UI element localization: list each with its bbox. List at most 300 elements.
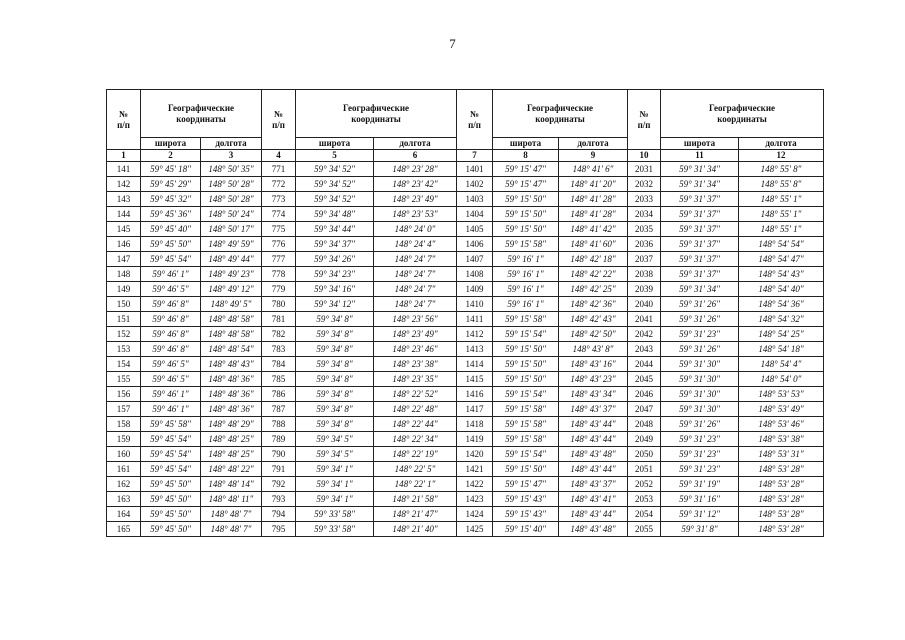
point-number: 2044 [628, 357, 661, 372]
point-number: 142 [107, 177, 141, 192]
latitude-cell: 59° 31' 26" [661, 417, 739, 432]
point-number: 1420 [457, 447, 493, 462]
point-number: 148 [107, 267, 141, 282]
latitude-cell: 59° 33' 58" [296, 522, 374, 537]
point-number: 2038 [628, 267, 661, 282]
point-number: 2054 [628, 507, 661, 522]
longitude-cell: 148° 50' 24" [201, 207, 262, 222]
latitude-cell: 59° 34' 5" [296, 432, 374, 447]
latitude-cell: 59° 16' 1" [493, 297, 559, 312]
latitude-cell: 59° 34' 37" [296, 237, 374, 252]
longitude-cell: 148° 55' 1" [739, 222, 824, 237]
latitude-cell: 59° 33' 58" [296, 507, 374, 522]
latitude-cell: 59° 45' 54" [141, 447, 201, 462]
latitude-cell: 59° 34' 48" [296, 207, 374, 222]
longitude-cell: 148° 43' 44" [559, 432, 628, 447]
latitude-cell: 59° 45' 54" [141, 462, 201, 477]
point-number: 791 [262, 462, 296, 477]
longitude-cell: 148° 43' 44" [559, 507, 628, 522]
latitude-cell: 59° 15' 54" [493, 447, 559, 462]
point-number: 2040 [628, 297, 661, 312]
column-number: 5 [296, 150, 374, 162]
table-row [107, 462, 824, 477]
longitude-cell: 148° 53' 38" [739, 432, 824, 447]
longitude-cell: 148° 43' 48" [559, 447, 628, 462]
longitude-cell: 148° 49' 12" [201, 282, 262, 297]
latitude-cell: 59° 45' 50" [141, 522, 201, 537]
point-number: 783 [262, 342, 296, 357]
longitude-cell: 148° 23' 42" [374, 177, 457, 192]
longitude-cell: 148° 21' 40" [374, 522, 457, 537]
point-number: 788 [262, 417, 296, 432]
latitude-cell: 59° 34' 8" [296, 312, 374, 327]
longitude-cell: 148° 53' 28" [739, 477, 824, 492]
longitude-cell: 148° 23' 56" [374, 312, 457, 327]
point-number: 2046 [628, 387, 661, 402]
point-number: 1419 [457, 432, 493, 447]
column-number: 2 [141, 150, 201, 162]
point-number: 1425 [457, 522, 493, 537]
point-number: 2031 [628, 162, 661, 177]
latitude-cell: 59° 15' 54" [493, 387, 559, 402]
longitude-cell: 148° 49' 44" [201, 252, 262, 267]
latitude-cell: 59° 15' 47" [493, 177, 559, 192]
latitude-cell: 59° 34' 26" [296, 252, 374, 267]
longitude-cell: 148° 41' 42" [559, 222, 628, 237]
point-number: 156 [107, 387, 141, 402]
table-row [107, 387, 824, 402]
point-number: 785 [262, 372, 296, 387]
longitude-cell: 148° 23' 49" [374, 327, 457, 342]
longitude-cell: 148° 24' 7" [374, 267, 457, 282]
longitude-cell: 148° 53' 28" [739, 492, 824, 507]
longitude-cell: 148° 43' 37" [559, 402, 628, 417]
latitude-cell: 59° 31' 26" [661, 342, 739, 357]
point-number: 781 [262, 312, 296, 327]
latitude-cell: 59° 34' 8" [296, 342, 374, 357]
column-number-row [107, 150, 824, 162]
longitude-cell: 148° 49' 23" [201, 267, 262, 282]
point-number: 2048 [628, 417, 661, 432]
longitude-cell: 148° 23' 35" [374, 372, 457, 387]
point-number: 1415 [457, 372, 493, 387]
longitude-cell: 148° 54' 36" [739, 297, 824, 312]
point-number: 2055 [628, 522, 661, 537]
latitude-cell: 59° 46' 8" [141, 312, 201, 327]
point-number: 789 [262, 432, 296, 447]
longitude-cell: 148° 41' 28" [559, 192, 628, 207]
point-number: 2047 [628, 402, 661, 417]
point-number: 1409 [457, 282, 493, 297]
longitude-cell: 148° 43' 41" [559, 492, 628, 507]
latitude-cell: 59° 46' 8" [141, 327, 201, 342]
point-number: 777 [262, 252, 296, 267]
point-number: 2045 [628, 372, 661, 387]
point-number: 780 [262, 297, 296, 312]
longitude-cell: 148° 23' 28" [374, 162, 457, 177]
header-coords-3 [493, 90, 628, 138]
latitude-cell: 59° 46' 5" [141, 372, 201, 387]
header-lat-3: широта [493, 138, 559, 150]
latitude-cell: 59° 15' 43" [493, 492, 559, 507]
longitude-cell: 148° 41' 28" [559, 207, 628, 222]
longitude-cell: 148° 22' 5" [374, 462, 457, 477]
longitude-cell: 148° 24' 7" [374, 282, 457, 297]
latitude-cell: 59° 45' 54" [141, 432, 201, 447]
longitude-cell: 148° 53' 28" [739, 522, 824, 537]
column-number: 4 [262, 150, 296, 162]
latitude-cell: 59° 45' 40" [141, 222, 201, 237]
header-lat-4: широта [661, 138, 739, 150]
table-row [107, 522, 824, 537]
header-coords-label: Географические координаты [708, 102, 776, 124]
longitude-cell: 148° 42' 25" [559, 282, 628, 297]
table-row [107, 282, 824, 297]
table-row [107, 402, 824, 417]
longitude-cell: 148° 22' 48" [374, 402, 457, 417]
latitude-cell: 59° 31' 30" [661, 372, 739, 387]
longitude-cell: 148° 55' 8" [739, 162, 824, 177]
point-number: 1403 [457, 192, 493, 207]
point-number: 1422 [457, 477, 493, 492]
longitude-cell: 148° 22' 19" [374, 447, 457, 462]
latitude-cell: 59° 46' 5" [141, 282, 201, 297]
table-row [107, 357, 824, 372]
latitude-cell: 59° 16' 1" [493, 282, 559, 297]
point-number: 141 [107, 162, 141, 177]
longitude-cell: 148° 50' 35" [201, 162, 262, 177]
longitude-cell: 148° 43' 8" [559, 342, 628, 357]
latitude-cell: 59° 45' 50" [141, 492, 201, 507]
latitude-cell: 59° 31' 37" [661, 222, 739, 237]
longitude-cell: 148° 54' 18" [739, 342, 824, 357]
latitude-cell: 59° 34' 8" [296, 387, 374, 402]
latitude-cell: 59° 34' 1" [296, 477, 374, 492]
point-number: 157 [107, 402, 141, 417]
longitude-cell: 148° 24' 0" [374, 222, 457, 237]
table-row [107, 327, 824, 342]
latitude-cell: 59° 45' 58" [141, 417, 201, 432]
point-number: 793 [262, 492, 296, 507]
table-row [107, 492, 824, 507]
latitude-cell: 59° 31' 37" [661, 267, 739, 282]
point-number: 1408 [457, 267, 493, 282]
latitude-cell: 59° 34' 12" [296, 297, 374, 312]
latitude-cell: 59° 15' 50" [493, 372, 559, 387]
latitude-cell: 59° 31' 26" [661, 297, 739, 312]
column-number: 10 [628, 150, 661, 162]
latitude-cell: 59° 15' 40" [493, 522, 559, 537]
latitude-cell: 59° 15' 50" [493, 207, 559, 222]
header-num-4 [628, 90, 661, 150]
latitude-cell: 59° 31' 37" [661, 252, 739, 267]
point-number: 795 [262, 522, 296, 537]
latitude-cell: 59° 15' 47" [493, 162, 559, 177]
longitude-cell: 148° 24' 4" [374, 237, 457, 252]
longitude-cell: 148° 49' 59" [201, 237, 262, 252]
longitude-cell: 148° 43' 16" [559, 357, 628, 372]
point-number: 1421 [457, 462, 493, 477]
latitude-cell: 59° 46' 8" [141, 297, 201, 312]
longitude-cell: 148° 54' 54" [739, 237, 824, 252]
point-number: 778 [262, 267, 296, 282]
latitude-cell: 59° 15' 47" [493, 477, 559, 492]
point-number: 794 [262, 507, 296, 522]
longitude-cell: 148° 53' 53" [739, 387, 824, 402]
longitude-cell: 148° 48' 36" [201, 402, 262, 417]
header-coords-4 [661, 90, 824, 138]
latitude-cell: 59° 31' 30" [661, 387, 739, 402]
latitude-cell: 59° 31' 23" [661, 327, 739, 342]
point-number: 151 [107, 312, 141, 327]
longitude-cell: 148° 54' 40" [739, 282, 824, 297]
column-number: 8 [493, 150, 559, 162]
longitude-cell: 148° 48' 25" [201, 447, 262, 462]
latitude-cell: 59° 45' 36" [141, 207, 201, 222]
table-row [107, 477, 824, 492]
table-row [107, 252, 824, 267]
latitude-cell: 59° 34' 1" [296, 492, 374, 507]
point-number: 771 [262, 162, 296, 177]
coordinates-table [106, 89, 824, 537]
point-number: 155 [107, 372, 141, 387]
latitude-cell: 59° 31' 37" [661, 237, 739, 252]
table-row [107, 342, 824, 357]
point-number: 1417 [457, 402, 493, 417]
point-number: 159 [107, 432, 141, 447]
longitude-cell: 148° 43' 44" [559, 417, 628, 432]
longitude-cell: 148° 43' 23" [559, 372, 628, 387]
point-number: 776 [262, 237, 296, 252]
point-number: 1405 [457, 222, 493, 237]
point-number: 790 [262, 447, 296, 462]
point-number: 165 [107, 522, 141, 537]
header-row [107, 90, 824, 138]
point-number: 1404 [457, 207, 493, 222]
latitude-cell: 59° 45' 29" [141, 177, 201, 192]
table-row [107, 222, 824, 237]
column-number: 7 [457, 150, 493, 162]
longitude-cell: 148° 21' 47" [374, 507, 457, 522]
header-coords-label: Географические координаты [342, 102, 410, 124]
longitude-cell: 148° 42' 36" [559, 297, 628, 312]
header-num-label: № п/п [117, 108, 130, 130]
header-coords-2 [296, 90, 457, 138]
longitude-cell: 148° 48' 7" [201, 522, 262, 537]
point-number: 145 [107, 222, 141, 237]
longitude-cell: 148° 43' 34" [559, 387, 628, 402]
latitude-cell: 59° 15' 43" [493, 507, 559, 522]
latitude-cell: 59° 34' 1" [296, 462, 374, 477]
point-number: 1401 [457, 162, 493, 177]
point-number: 154 [107, 357, 141, 372]
latitude-cell: 59° 45' 50" [141, 507, 201, 522]
latitude-cell: 59° 45' 54" [141, 252, 201, 267]
column-number: 1 [107, 150, 141, 162]
latitude-cell: 59° 34' 23" [296, 267, 374, 282]
column-number: 3 [201, 150, 262, 162]
longitude-cell: 148° 54' 32" [739, 312, 824, 327]
longitude-cell: 148° 21' 58" [374, 492, 457, 507]
longitude-cell: 148° 48' 14" [201, 477, 262, 492]
header-coords-1 [141, 90, 262, 138]
longitude-cell: 148° 43' 48" [559, 522, 628, 537]
point-number: 1407 [457, 252, 493, 267]
latitude-cell: 59° 46' 8" [141, 342, 201, 357]
latitude-cell: 59° 31' 26" [661, 312, 739, 327]
longitude-cell: 148° 48' 36" [201, 387, 262, 402]
longitude-cell: 148° 22' 52" [374, 387, 457, 402]
point-number: 1418 [457, 417, 493, 432]
longitude-cell: 148° 53' 28" [739, 507, 824, 522]
longitude-cell: 148° 53' 49" [739, 402, 824, 417]
point-number: 2053 [628, 492, 661, 507]
latitude-cell: 59° 15' 58" [493, 402, 559, 417]
header-coords-label: Географические координаты [526, 102, 594, 124]
latitude-cell: 59° 31' 19" [661, 477, 739, 492]
longitude-cell: 148° 50' 17" [201, 222, 262, 237]
point-number: 161 [107, 462, 141, 477]
latitude-cell: 59° 34' 16" [296, 282, 374, 297]
point-number: 2037 [628, 252, 661, 267]
latitude-cell: 59° 15' 50" [493, 222, 559, 237]
point-number: 1423 [457, 492, 493, 507]
longitude-cell: 148° 54' 0" [739, 372, 824, 387]
longitude-cell: 148° 48' 43" [201, 357, 262, 372]
latitude-cell: 59° 16' 1" [493, 252, 559, 267]
point-number: 2034 [628, 207, 661, 222]
point-number: 2041 [628, 312, 661, 327]
header-lon-2: долгота [374, 138, 457, 150]
table-row [107, 507, 824, 522]
longitude-cell: 148° 49' 5" [201, 297, 262, 312]
latitude-cell: 59° 15' 50" [493, 192, 559, 207]
point-number: 774 [262, 207, 296, 222]
header-lon-4: долгота [739, 138, 824, 150]
longitude-cell: 148° 48' 25" [201, 432, 262, 447]
longitude-cell: 148° 41' 20" [559, 177, 628, 192]
point-number: 2033 [628, 192, 661, 207]
longitude-cell: 148° 53' 46" [739, 417, 824, 432]
longitude-cell: 148° 42' 22" [559, 267, 628, 282]
point-number: 775 [262, 222, 296, 237]
latitude-cell: 59° 34' 5" [296, 447, 374, 462]
point-number: 164 [107, 507, 141, 522]
longitude-cell: 148° 50' 28" [201, 177, 262, 192]
point-number: 147 [107, 252, 141, 267]
point-number: 153 [107, 342, 141, 357]
point-number: 149 [107, 282, 141, 297]
latitude-cell: 59° 15' 50" [493, 342, 559, 357]
latitude-cell: 59° 16' 1" [493, 267, 559, 282]
table-row [107, 237, 824, 252]
longitude-cell: 148° 48' 58" [201, 312, 262, 327]
point-number: 1414 [457, 357, 493, 372]
table-row [107, 432, 824, 447]
latitude-cell: 59° 31' 12" [661, 507, 739, 522]
point-number: 1406 [457, 237, 493, 252]
point-number: 1402 [457, 177, 493, 192]
header-coords-label: Географические координаты [167, 102, 235, 124]
latitude-cell: 59° 46' 1" [141, 402, 201, 417]
longitude-cell: 148° 42' 18" [559, 252, 628, 267]
header-num-label: № п/п [468, 108, 481, 130]
latitude-cell: 59° 45' 50" [141, 477, 201, 492]
point-number: 2051 [628, 462, 661, 477]
latitude-cell: 59° 31' 8" [661, 522, 739, 537]
longitude-cell: 148° 23' 49" [374, 192, 457, 207]
longitude-cell: 148° 48' 54" [201, 342, 262, 357]
latitude-cell: 59° 34' 8" [296, 327, 374, 342]
header-lat-1: широта [141, 138, 201, 150]
point-number: 1413 [457, 342, 493, 357]
header-num-label: № п/п [637, 108, 651, 130]
longitude-cell: 148° 55' 8" [739, 177, 824, 192]
point-number: 162 [107, 477, 141, 492]
longitude-cell: 148° 50' 28" [201, 192, 262, 207]
table-row [107, 417, 824, 432]
longitude-cell: 148° 53' 31" [739, 447, 824, 462]
point-number: 143 [107, 192, 141, 207]
latitude-cell: 59° 31' 37" [661, 192, 739, 207]
header-lon-3: долгота [559, 138, 628, 150]
latitude-cell: 59° 31' 34" [661, 282, 739, 297]
point-number: 146 [107, 237, 141, 252]
latitude-cell: 59° 15' 58" [493, 237, 559, 252]
latitude-cell: 59° 45' 32" [141, 192, 201, 207]
table-row [107, 447, 824, 462]
table-row [107, 162, 824, 177]
latitude-cell: 59° 45' 50" [141, 237, 201, 252]
point-number: 782 [262, 327, 296, 342]
header-num-2 [262, 90, 296, 150]
longitude-cell: 148° 42' 43" [559, 312, 628, 327]
latitude-cell: 59° 31' 23" [661, 432, 739, 447]
latitude-cell: 59° 31' 37" [661, 207, 739, 222]
point-number: 160 [107, 447, 141, 462]
latitude-cell: 59° 15' 58" [493, 417, 559, 432]
latitude-cell: 59° 34' 52" [296, 192, 374, 207]
point-number: 786 [262, 387, 296, 402]
point-number: 1424 [457, 507, 493, 522]
table-row [107, 297, 824, 312]
longitude-cell: 148° 48' 58" [201, 327, 262, 342]
page-number: 7 [449, 36, 456, 51]
longitude-cell: 148° 55' 1" [739, 192, 824, 207]
point-number: 152 [107, 327, 141, 342]
latitude-cell: 59° 45' 18" [141, 162, 201, 177]
longitude-cell: 148° 41' 6" [559, 162, 628, 177]
point-number: 2039 [628, 282, 661, 297]
point-number: 2042 [628, 327, 661, 342]
column-number: 9 [559, 150, 628, 162]
latitude-cell: 59° 46' 1" [141, 387, 201, 402]
longitude-cell: 148° 23' 46" [374, 342, 457, 357]
longitude-cell: 148° 23' 53" [374, 207, 457, 222]
point-number: 2032 [628, 177, 661, 192]
point-number: 772 [262, 177, 296, 192]
longitude-cell: 148° 54' 43" [739, 267, 824, 282]
point-number: 163 [107, 492, 141, 507]
table-row [107, 192, 824, 207]
point-number: 773 [262, 192, 296, 207]
longitude-cell: 148° 55' 1" [739, 207, 824, 222]
latitude-cell: 59° 15' 54" [493, 327, 559, 342]
table-row [107, 207, 824, 222]
point-number: 2049 [628, 432, 661, 447]
latitude-cell: 59° 15' 58" [493, 312, 559, 327]
point-number: 144 [107, 207, 141, 222]
